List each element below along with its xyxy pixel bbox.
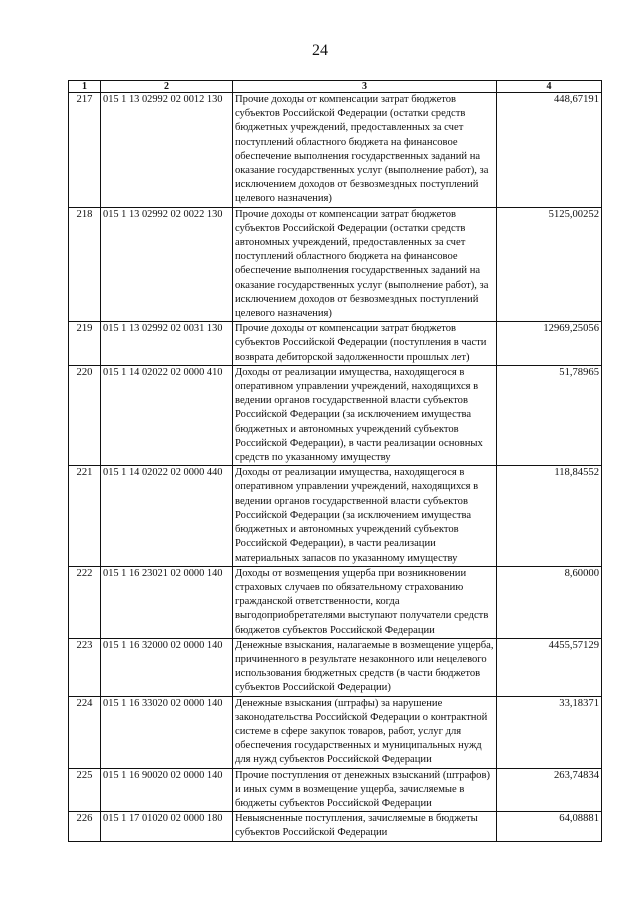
budget-code: 015 1 14 02022 02 0000 440 bbox=[101, 466, 233, 566]
table-row bbox=[69, 768, 602, 812]
header-col-3: 3 bbox=[233, 81, 497, 93]
table-row bbox=[69, 638, 602, 696]
table-row bbox=[69, 696, 602, 768]
amount-value: 51,78965 bbox=[497, 365, 602, 465]
table-row bbox=[69, 207, 602, 322]
row-number: 221 bbox=[69, 466, 101, 566]
row-number: 225 bbox=[69, 768, 101, 812]
amount-value: 64,08881 bbox=[497, 812, 602, 841]
budget-code: 015 1 16 23021 02 0000 140 bbox=[101, 566, 233, 638]
header-col-1: 1 bbox=[69, 81, 101, 93]
amount-value: 33,18371 bbox=[497, 696, 602, 768]
row-number: 217 bbox=[69, 93, 101, 208]
table-row bbox=[69, 93, 602, 208]
income-description: Прочие поступления от денежных взысканий (штрафов) и иных сумм в возмещение ущерба, зачисляемые в бюджеты субъектов Российской Федерации bbox=[233, 768, 497, 812]
header-col-2: 2 bbox=[101, 81, 233, 93]
header-col-4: 4 bbox=[497, 81, 602, 93]
page-number: 24 bbox=[312, 42, 328, 59]
income-description: Невыясненные поступления, зачисляемые в бюджеты субъектов Российской Федерации bbox=[233, 812, 497, 841]
income-description: Денежные взыскания (штрафы) за нарушение законодательства Российской Федерации о контрактной системе в сфере закупок товаров, работ, услуг для обеспечения государственных и муниципальных нужд для нужд субъектов Российской Федерации bbox=[233, 696, 497, 768]
table-row bbox=[69, 322, 602, 366]
amount-value: 5125,00252 bbox=[497, 207, 602, 322]
budget-code: 015 1 16 90020 02 0000 140 bbox=[101, 768, 233, 812]
amount-value: 4455,57129 bbox=[497, 638, 602, 696]
row-number: 223 bbox=[69, 638, 101, 696]
row-number: 222 bbox=[69, 566, 101, 638]
budget-table bbox=[68, 80, 602, 842]
row-number: 219 bbox=[69, 322, 101, 366]
row-number: 220 bbox=[69, 365, 101, 465]
header-row bbox=[69, 81, 602, 93]
income-description: Доходы от реализации имущества, находящегося в оперативном управлении учреждений, находящихся в ведении органов государственной власти субъектов Российской Федерации (за исключением имущества бюджетных и автономных учреждений субъектов Российской Федерации), в части реализации материальных запасов по указанному имуществу bbox=[233, 466, 497, 566]
income-description: Прочие доходы от компенсации затрат бюджетов субъектов Российской Федерации (поступления в части возврата дебиторской задолженности прошлых лет) bbox=[233, 322, 497, 366]
row-number: 224 bbox=[69, 696, 101, 768]
budget-code: 015 1 13 02992 02 0012 130 bbox=[101, 93, 233, 208]
budget-code: 015 1 13 02992 02 0022 130 bbox=[101, 207, 233, 322]
row-number: 226 bbox=[69, 812, 101, 841]
income-description: Доходы от реализации имущества, находящегося в оперативном управлении учреждений, находящихся в ведении органов государственной власти субъектов Российской Федерации (за исключением имущества бюджетных и автономных учреждений субъектов Российской Федерации), в части реализации основных средств по указанному имуществу bbox=[233, 365, 497, 465]
amount-value: 118,84552 bbox=[497, 466, 602, 566]
table-row bbox=[69, 466, 602, 566]
amount-value: 8,60000 bbox=[497, 566, 602, 638]
income-description: Прочие доходы от компенсации затрат бюджетов субъектов Российской Федерации (остатки средств автономных учреждений, предоставленных за счет поступлений областного бюджета на финансовое обеспечение выполнения государственных заданий на оказание государственных услуг (выполнение работ), за исключением доходов от безвозмездных поступлений целевого назначения) bbox=[233, 207, 497, 322]
budget-code: 015 1 16 32000 02 0000 140 bbox=[101, 638, 233, 696]
budget-code: 015 1 17 01020 02 0000 180 bbox=[101, 812, 233, 841]
amount-value: 263,74834 bbox=[497, 768, 602, 812]
amount-value: 12969,25056 bbox=[497, 322, 602, 366]
budget-code: 015 1 16 33020 02 0000 140 bbox=[101, 696, 233, 768]
income-description: Прочие доходы от компенсации затрат бюджетов субъектов Российской Федерации (остатки средств бюджетных учреждений, предоставленных за счет поступлений областного бюджета на финансовое обеспечение выполнения государственных заданий на оказание государственных услуг (выполнение работ), за исключением доходов от безвозмездных поступлений целевого назначения) bbox=[233, 93, 497, 208]
income-description: Доходы от возмещения ущерба при возникновении страховых случаев по обязательному страхованию гражданской ответственности, когда выгодоприобретателями выступают получатели средств бюджетов субъектов Российской Федерации bbox=[233, 566, 497, 638]
budget-code: 015 1 14 02022 02 0000 410 bbox=[101, 365, 233, 465]
row-number: 218 bbox=[69, 207, 101, 322]
income-description: Денежные взыскания, налагаемые в возмещение ущерба, причиненного в результате незаконного или нецелевого использования бюджетных средств (в части бюджетов субъектов Российской Федерации) bbox=[233, 638, 497, 696]
amount-value: 448,67191 bbox=[497, 93, 602, 208]
table-row bbox=[69, 365, 602, 465]
table-row bbox=[69, 812, 602, 841]
table-row bbox=[69, 566, 602, 638]
budget-code: 015 1 13 02992 02 0031 130 bbox=[101, 322, 233, 366]
